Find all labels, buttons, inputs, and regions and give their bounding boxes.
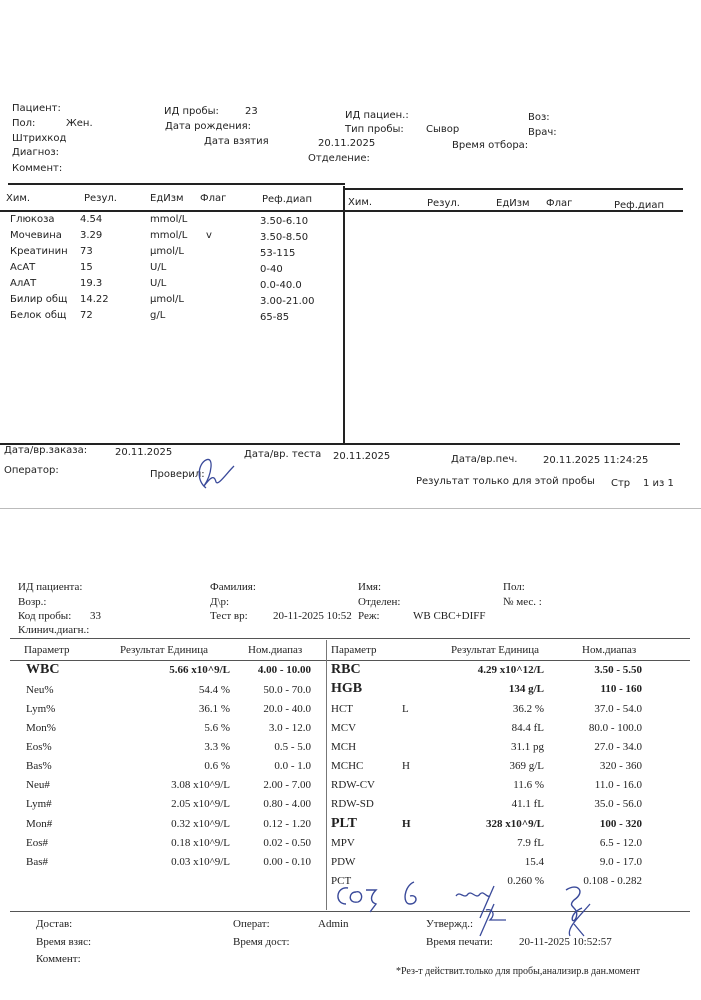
cbc-range: 35.0 - 56.0 <box>594 798 642 810</box>
cbc-header-range: Ном.диапаз <box>248 644 303 656</box>
cbc-param-name: HGB <box>331 681 363 696</box>
disclaimer: *Рез-т действит.только для пробы,анализир.в дан.момент <box>396 966 641 977</box>
approved-signature <box>470 900 610 940</box>
cbc-result: 36.1 % <box>198 703 230 715</box>
collection-date-value: 20.11.2025 <box>318 138 376 149</box>
cbc-param-name: Lym# <box>26 798 52 810</box>
chem-result: 72 <box>80 310 93 321</box>
chem-name: Глюкоза <box>10 214 55 225</box>
cbc-result: 134 g/L <box>508 683 544 695</box>
chem-unit: g/L <box>150 310 166 321</box>
chem-name: Белок общ <box>10 310 67 321</box>
cbc-range: 0.5 - 5.0 <box>274 741 311 753</box>
page-label: Стр <box>611 478 631 489</box>
sampling-time-label: Время взяс: <box>36 936 92 948</box>
gender-value: Жен. <box>66 118 93 129</box>
result-note: Результат только для этой пробы <box>416 476 595 487</box>
chem-name: АлАТ <box>10 278 37 289</box>
test-date-value: 20.11.2025 <box>333 451 391 462</box>
chem-result: 15 <box>80 262 93 273</box>
cbc-range: 11.0 - 16.0 <box>594 779 642 791</box>
operator-value-2: Admin <box>318 918 349 930</box>
cbc-param-name: Neu% <box>26 684 54 696</box>
col-header-result: Резул. <box>84 193 117 204</box>
cbc-range: 37.0 - 54.0 <box>594 703 642 715</box>
col-header-test-right: Хим. <box>348 197 373 208</box>
cbc-range: 0.02 - 0.50 <box>263 837 311 849</box>
chem-result: 19.3 <box>80 278 103 289</box>
mode-label: Реж: <box>358 610 380 622</box>
name-label: Имя: <box>358 581 382 593</box>
cbc-param-name: Bas% <box>26 760 52 772</box>
order-date-label: Дата/вр.заказа: <box>4 445 88 456</box>
collection-date-label: Дата взятия <box>204 136 269 147</box>
chem-unit: µmol/L <box>150 246 184 257</box>
test-time-label: Тест вр: <box>210 610 248 622</box>
cbc-range: 6.5 - 12.0 <box>599 837 642 849</box>
table-top-rule-right <box>345 188 683 190</box>
cbc-range: 0.00 - 0.10 <box>263 856 311 868</box>
chem-ref: 3.50-6.10 <box>260 216 309 227</box>
col-header-unit: ЕдИзм <box>150 193 184 204</box>
department-label: Отделение: <box>308 153 370 164</box>
chem-unit: U/L <box>150 262 167 273</box>
paper-edge <box>0 508 701 509</box>
age-label-2: Возр.: <box>18 596 47 608</box>
cbc-range: 3.0 - 12.0 <box>268 722 311 734</box>
order-date-value: 20.11.2025 <box>115 447 173 458</box>
gender-label-2: Пол: <box>503 581 525 593</box>
chem-ref: 0-40 <box>260 264 283 275</box>
patient-id-label: ИД пациен.: <box>345 110 409 121</box>
cbc-range: 20.0 - 40.0 <box>263 703 311 715</box>
cbc-result: 84.4 fL <box>511 722 544 734</box>
patient-id-label-2: ИД пациента: <box>18 581 83 593</box>
mode-value: WB CBC+DIFF <box>413 610 486 622</box>
clin-diag-label: Клинич.диагн.: <box>18 624 90 636</box>
test-time-value: 20-11-2025 10:52 <box>273 610 352 622</box>
cbc-header-result-right: Результат Единица <box>451 644 540 656</box>
chem-unit: µmol/L <box>150 294 184 305</box>
test-date-label: Дата/вр. теста <box>244 449 322 460</box>
cbc-param-name: MCV <box>331 722 357 734</box>
cbc-range: 320 - 360 <box>599 760 642 772</box>
gender-label: Пол: <box>12 118 36 129</box>
cbc-param-name: RDW-SD <box>331 798 374 810</box>
chem-ref: 0.0-40.0 <box>260 280 302 291</box>
cbc-range: 2.00 - 7.00 <box>263 779 311 791</box>
cbc-range: 110 - 160 <box>600 683 642 695</box>
cbc-param-name: Neu# <box>26 779 50 791</box>
chem-result: 3.29 <box>80 230 103 241</box>
col-header-test: Хим. <box>6 193 31 204</box>
barcode-label: Штрихкод <box>12 133 67 144</box>
cbc-header-rule <box>10 660 690 661</box>
operator-label-2: Операт: <box>233 918 270 930</box>
cbc-result: 41.1 fL <box>511 798 544 810</box>
cbc-result: 0.32 x10^9/L <box>171 818 230 830</box>
cbc-result: 4.29 x10^12/L <box>477 664 544 676</box>
chem-ref: 53-115 <box>260 248 296 259</box>
cbc-header-param-right: Параметр <box>331 644 377 656</box>
approved-label: Утвержд.: <box>426 918 474 930</box>
cbc-result: 7.9 fL <box>517 837 544 849</box>
cbc-header-param: Параметр <box>24 644 70 656</box>
delivery-time-label: Время дост: <box>233 936 290 948</box>
col-header-result-right: Резул. <box>427 198 460 209</box>
table-bottom-rule <box>0 443 680 445</box>
cbc-result: 369 g/L <box>509 760 544 772</box>
chem-name: АсАТ <box>10 262 36 273</box>
cbc-param-name: RBC <box>331 662 361 677</box>
table-column-divider <box>343 186 345 444</box>
col-header-ref-right: Реф.диап <box>614 200 664 211</box>
cbc-result: 328 x10^9/L <box>485 818 544 830</box>
doctor-label: Врач: <box>528 127 557 138</box>
cbc-param-name: MCHC <box>331 760 364 772</box>
cbc-result: 0.260 % <box>507 875 544 887</box>
cbc-param-name: PCT <box>331 875 352 887</box>
sample-type-value: Сывор <box>426 124 460 135</box>
sample-code-label: Код пробы: <box>18 610 72 622</box>
cbc-param-name: Mon% <box>26 722 56 734</box>
cbc-result: 11.6 % <box>513 779 544 791</box>
cbc-range: 0.0 - 1.0 <box>274 760 311 772</box>
chem-ref: 3.50-8.50 <box>260 232 309 243</box>
cbc-result: 5.66 x10^9/L <box>169 664 230 676</box>
birth-date-label: Дата рождения: <box>165 121 252 132</box>
age-label: Воз: <box>528 112 550 123</box>
patient-label: Пациент: <box>12 103 61 114</box>
cbc-result: 3.3 % <box>204 741 230 753</box>
checked-label: Проверил: <box>150 469 205 480</box>
cbc-range: 27.0 - 34.0 <box>594 741 642 753</box>
month-label: № мес. : <box>503 596 542 608</box>
cbc-result: 36.2 % <box>512 703 544 715</box>
cbc-param-name: Mon# <box>26 818 53 830</box>
cbc-param-name: HCT <box>331 703 353 715</box>
cbc-range: 3.50 - 5.50 <box>594 664 642 676</box>
cbc-header-range-right: Ном.диапаз <box>582 644 637 656</box>
surname-label: Фамилия: <box>210 581 256 593</box>
cbc-result: 54.4 % <box>198 684 230 696</box>
cbc-range: 0.108 - 0.282 <box>583 875 642 887</box>
department-label-2: Отделен: <box>358 596 401 608</box>
cbc-range: 9.0 - 17.0 <box>599 856 642 868</box>
cbc-param-name: WBC <box>26 662 60 677</box>
chem-result: 73 <box>80 246 93 257</box>
chem-result: 14.22 <box>80 294 109 305</box>
table-top-rule-left <box>8 183 345 185</box>
collection-time-label: Время отбора: <box>452 140 529 151</box>
cbc-result: 2.05 x10^9/L <box>171 798 230 810</box>
operator-label: Оператор: <box>4 465 59 476</box>
cbc-header-result: Результат Единица <box>120 644 209 656</box>
chem-name: Креатинин <box>10 246 68 257</box>
cbc-param-name: MPV <box>331 837 355 849</box>
chem-unit: mmol/L <box>150 230 188 241</box>
cbc-flag: H <box>402 818 411 830</box>
print-date-value: 20.11.2025 11:24:25 <box>543 455 649 466</box>
cbc-range: 4.00 - 10.00 <box>257 664 311 676</box>
sample-id-value: 23 <box>245 106 258 117</box>
chem-unit: U/L <box>150 278 167 289</box>
cbc-result: 15.4 <box>524 856 544 868</box>
chem-result: 4.54 <box>80 214 103 225</box>
page-value: 1 из 1 <box>643 478 674 489</box>
delivered-label: Достав: <box>36 918 73 930</box>
chem-ref: 65-85 <box>260 312 290 323</box>
cbc-range: 0.80 - 4.00 <box>263 798 311 810</box>
diagnosis-label: Диагноз: <box>12 147 60 158</box>
cbc-column-divider <box>326 640 327 910</box>
cbc-param-name: Eos% <box>26 741 52 753</box>
chem-unit: mmol/L <box>150 214 188 225</box>
sample-id-label: ИД пробы: <box>164 106 219 117</box>
cbc-param-name: Eos# <box>26 837 48 849</box>
table-header-rule <box>0 210 683 212</box>
comment-label: Коммент: <box>12 163 63 174</box>
col-header-flag: Флаг <box>200 193 227 204</box>
cbc-range: 50.0 - 70.0 <box>263 684 311 696</box>
chem-name: Билир общ <box>10 294 68 305</box>
cbc-param-name: Lym% <box>26 703 56 715</box>
cbc-result: 0.6 % <box>204 760 230 772</box>
comment-label-2: Коммент: <box>36 953 81 965</box>
checked-signature <box>192 452 237 490</box>
dob-label: Д\р: <box>210 596 230 608</box>
cbc-param-name: PDW <box>331 856 356 868</box>
chem-flag: v <box>206 230 212 241</box>
print-date-label: Дата/вр.печ. <box>451 454 518 465</box>
col-header-ref: Реф.диап <box>262 194 312 205</box>
cbc-range: 80.0 - 100.0 <box>588 722 642 734</box>
col-header-flag-right: Флаг <box>546 198 573 209</box>
print-time-label: Время печати: <box>426 936 493 948</box>
sample-code-value: 33 <box>90 610 101 622</box>
cbc-range: 0.12 - 1.20 <box>263 818 311 830</box>
chem-ref: 3.00-21.00 <box>260 296 315 307</box>
cbc-result: 3.08 x10^9/L <box>171 779 230 791</box>
cbc-param-name: PLT <box>331 816 357 831</box>
sample-type-label: Тип пробы: <box>345 124 404 135</box>
cbc-param-name: Bas# <box>26 856 48 868</box>
col-header-unit-right: ЕдИзм <box>496 198 530 209</box>
cbc-result: 5.6 % <box>204 722 230 734</box>
chem-name: Мочевина <box>10 230 62 241</box>
cbc-flag: H <box>402 760 410 772</box>
cbc-result: 31.1 pg <box>511 741 544 753</box>
cbc-param-name: MCH <box>331 741 357 753</box>
cbc-flag: L <box>402 703 409 715</box>
cbc-range: 100 - 320 <box>599 818 642 830</box>
print-time-value: 20-11-2025 10:52:57 <box>519 936 612 948</box>
cbc-param-name: RDW-CV <box>331 779 375 791</box>
cbc-result: 0.18 x10^9/L <box>171 837 230 849</box>
cbc-top-rule <box>10 638 690 639</box>
cbc-result: 0.03 x10^9/L <box>171 856 230 868</box>
